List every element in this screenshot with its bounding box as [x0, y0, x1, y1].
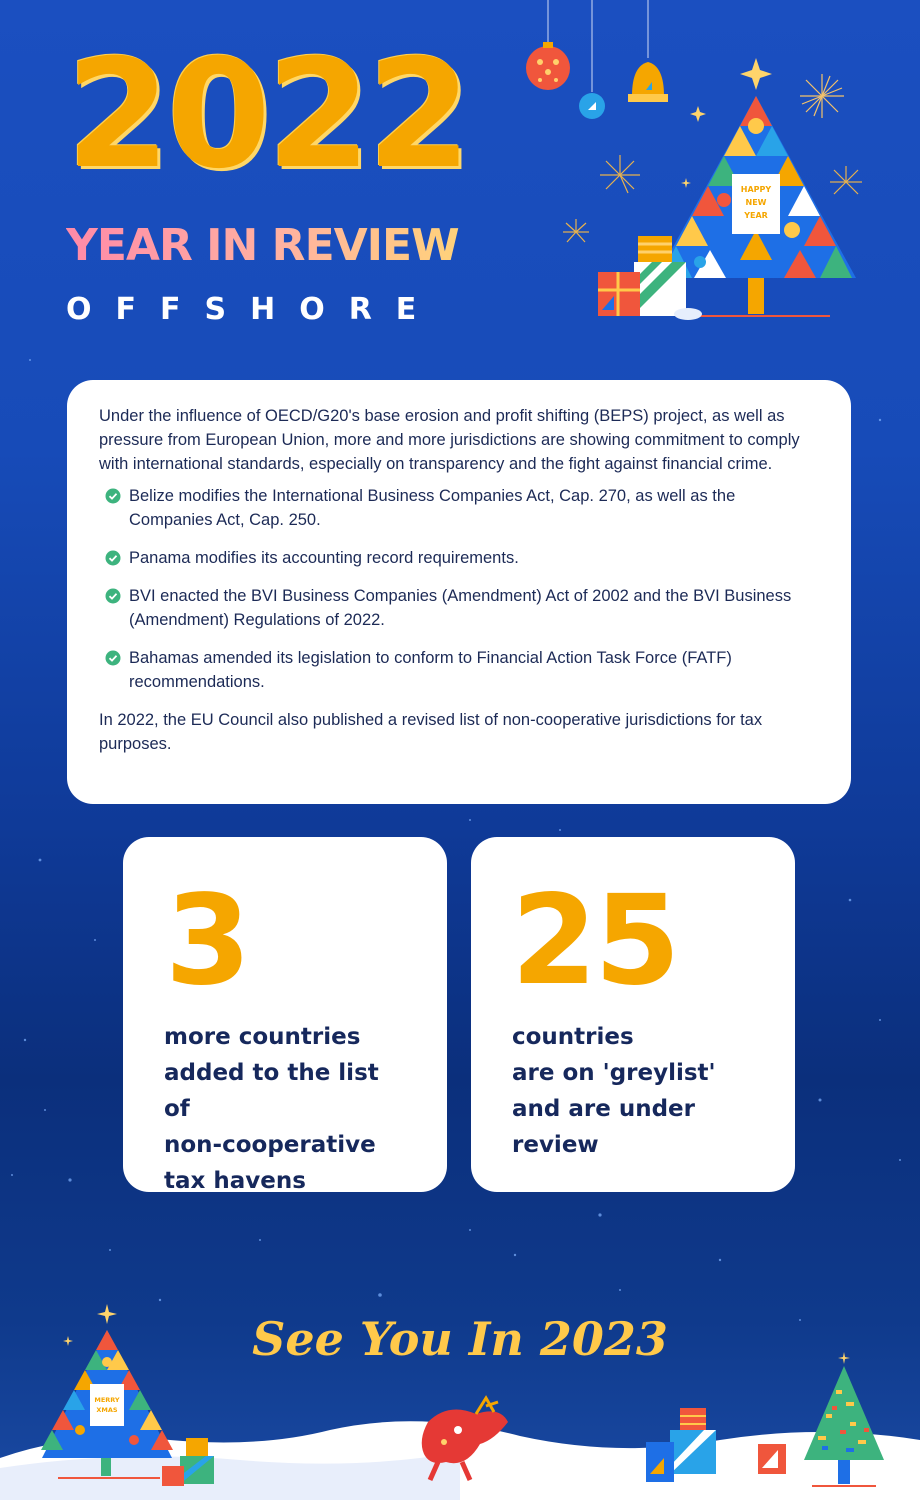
stat-number: 25 [511, 869, 678, 1013]
list-item [99, 484, 819, 532]
list-item-text: Panama modifies its accounting record requirements. [129, 549, 519, 567]
list-item [99, 646, 819, 694]
tree-sign-line-2: NEW [745, 198, 767, 207]
year-title: 2022 [66, 28, 468, 202]
tree-sign-line-3: YEAR [744, 211, 768, 220]
stat-number: 3 [165, 869, 249, 1013]
category-label: OFFSHORE [66, 292, 441, 327]
list-item-text: Belize modifies the International Business Companies Act, Cap. 270, as well as the Companies Act, Cap. 250. [129, 487, 736, 529]
ornament-icon [526, 0, 570, 90]
stat-card-new-countries [123, 837, 447, 1192]
closing-message: See You In 2023 [252, 1312, 668, 1366]
stat-label: countries are on 'greylist' and are under review [512, 1024, 716, 1158]
list-item [99, 546, 819, 570]
bell-icon [628, 0, 668, 102]
footnote-paragraph: In 2022, the EU Council also published a revised list of non-cooperative jurisdictions for tax purposes. [99, 711, 763, 753]
check-badge-icon [105, 550, 121, 566]
tree-sign-line-1: HAPPY [740, 185, 772, 194]
check-badge-icon [105, 488, 121, 504]
stat-label: more countries added to the list of non-cooperative tax havens [164, 1024, 379, 1194]
list-item-text: Bahamas amended its legislation to conform to Financial Action Task Force (FATF) recommendations. [129, 649, 732, 691]
list-item-text: BVI enacted the BVI Business Companies (Amendment) Act of 2002 and the BVI Business (Amendment) Regulations of 2022. [129, 587, 792, 629]
intro-paragraph: Under the influence of OECD/G20's base erosion and profit shifting (BEPS) project, as well as pressure from European Union, more and more jurisdictions are showing commitment to comply with international standards, especially on transparency and the fight against financial crime. [99, 407, 800, 473]
stat-card-greylist [471, 837, 795, 1192]
gift-icon [646, 1408, 786, 1482]
xmas-sign-line-2: XMAS [96, 1406, 118, 1414]
info-card [67, 380, 851, 804]
xmas-sign-line-1: MERRY [94, 1396, 120, 1404]
jurisdiction-list [99, 484, 819, 694]
list-item [99, 584, 819, 632]
review-subtitle: YEAR IN REVIEW [66, 220, 459, 271]
christmas-tree-illustration [510, 0, 910, 330]
check-badge-icon [105, 588, 121, 604]
ornament-icon [579, 0, 605, 119]
check-badge-icon [105, 650, 121, 666]
